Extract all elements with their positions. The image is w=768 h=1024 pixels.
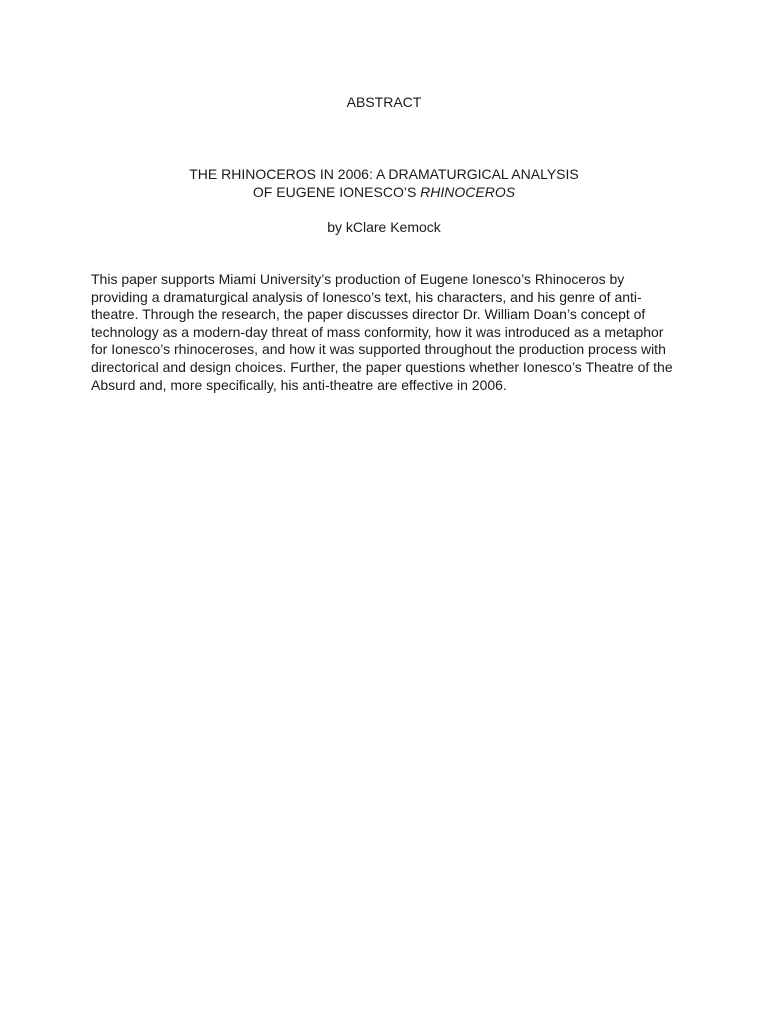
paper-title-line-2-prefix: OF EUGENE IONESCO’S [252,184,421,200]
paper-title-italic-play-name: RHINOCEROS [420,184,516,200]
abstract-body-paragraph: This paper supports Miami University’s production of Eugene Ionesco’s Rhinoceros by providing a dramaturgical analysis of Ionesco’s text, his characters, and his genre of anti-theatre. Through the research, the paper discusses director Dr. William Doan’s concept of technology as a modern-day threat of mass conformity, how it was introduced as a metaphor for Ionesco’s rhinoceroses, and how it was supported throughout the production process with directorical and design choices. Further, the paper questions whether Ionesco’s Theatre of the Absurd and, more specifically, his anti-theatre are effective in 2006. [91,271,673,393]
paper-title-line-2 [0,183,768,201]
abstract-heading: ABSTRACT [346,94,422,110]
paper-title [0,165,768,201]
paper-title-line-1: THE RHINOCEROS IN 2006: A DRAMATURGICAL ANALYSIS [189,166,579,182]
author-byline: by kClare Kemock [327,219,441,235]
